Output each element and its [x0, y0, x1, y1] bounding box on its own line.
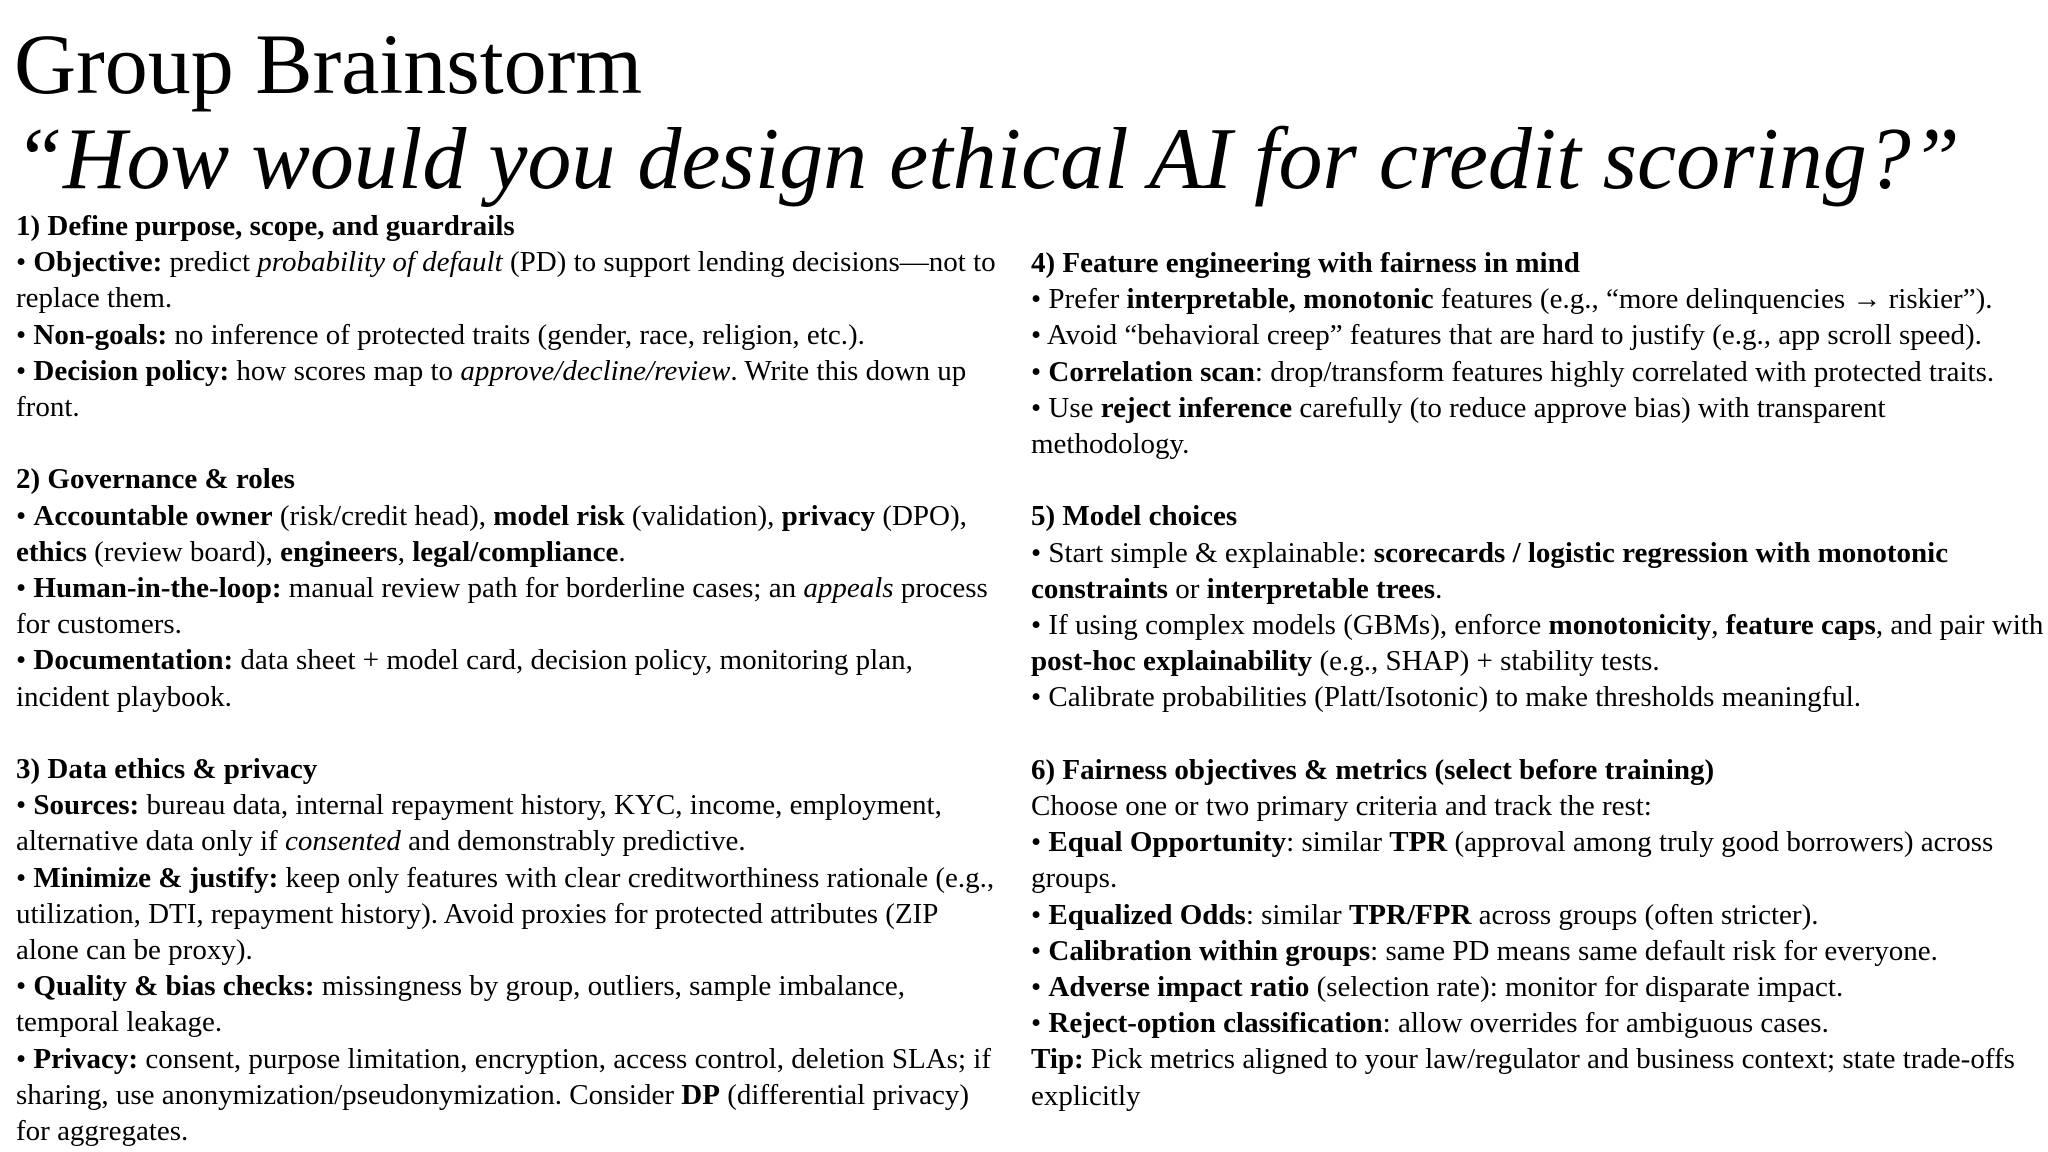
bullet-label: Equalized Odds [1048, 898, 1246, 931]
bullet-marker: • [1031, 898, 1049, 931]
bullet-equal-opportunity [1031, 824, 2046, 896]
section-heading: 2) Governance & roles [16, 463, 295, 496]
bullet-text: : similar [1245, 898, 1349, 931]
bullet-label: Calibration within groups [1048, 934, 1371, 967]
bullet-text: : allow overrides for ambiguous cases. [1382, 1007, 1829, 1040]
tip-note [1031, 1041, 2046, 1113]
bullet-quality-bias [16, 968, 1006, 1040]
bullet-text: . [1435, 572, 1443, 605]
bullet-label: Objective: [33, 246, 163, 279]
bullet-avoid-creep [1031, 317, 2046, 353]
bullet-text: manual review path for borderline cases; an [281, 572, 804, 605]
bold-term: model risk [493, 499, 625, 532]
bullet-calibrate [1031, 679, 2046, 715]
section-heading: 4) Feature engineering with fairness in mind [1031, 247, 1580, 279]
bullet-adverse-impact [1031, 969, 2046, 1005]
bullet-text: : similar [1286, 826, 1390, 859]
bullet-text: features (e.g., “more delinquencies → riskier”). [1433, 283, 1993, 316]
bullet-text: (differential privacy) for aggregates. [16, 1078, 970, 1148]
bullet-marker: • [1031, 355, 1049, 388]
tip-label: Tip: [1031, 1043, 1084, 1076]
bullet-label: Minimize & justify: [33, 861, 279, 894]
bullet-marker: • [1031, 934, 1049, 967]
bullet-text: Start simple & explainable: [1048, 536, 1374, 569]
bullet-calibration-groups [1031, 933, 2046, 969]
bullet-minimize-justify [16, 860, 1006, 969]
bullet-text: (risk/credit head), [272, 499, 494, 532]
slide-title: Group Brainstorm [14, 16, 643, 112]
bold-term: post-hoc explainability [1031, 645, 1313, 678]
bullet-text: Use [1048, 391, 1101, 424]
bullet-start-simple [1031, 535, 2046, 607]
bold-term: feature caps [1725, 609, 1876, 642]
bullet-marker: • [1031, 283, 1049, 316]
bullet-marker: • [16, 644, 34, 677]
bullet-text: (e.g., SHAP) + stability tests. [1312, 645, 1660, 678]
left-column [16, 208, 1006, 1149]
bullet-text: : drop/transform features highly correlated with protected traits. [1254, 355, 1995, 388]
bullet-marker: • [1031, 319, 1047, 352]
bullet-non-goals [16, 317, 1006, 353]
bullet-label: Adverse impact ratio [1048, 971, 1310, 1004]
bullet-text: predict [162, 246, 258, 279]
bullet-marker: • [16, 970, 34, 1003]
bullet-label: Privacy: [33, 1042, 139, 1075]
bullet-text: : same PD means same default risk for everyone. [1370, 934, 1938, 967]
bullet-text: keep only features with clear creditworthiness rationale (e.g., utilization, DTI, repayment history). Avoid proxies for protected attributes (ZIP alone can be proxy). [16, 861, 995, 967]
bullet-marker: • [1031, 536, 1049, 569]
bold-term: engineers [280, 535, 398, 568]
bullet-marker: • [16, 789, 34, 822]
bullet-label: Human-in-the-loop: [33, 572, 282, 605]
bullet-label: Equal Opportunity [1048, 826, 1287, 859]
bullet-label: Decision policy: [33, 354, 230, 387]
section-intro: Choose one or two primary criteria and track the rest: [1031, 790, 1652, 823]
section-data-ethics [16, 751, 1006, 1149]
bullet-documentation [16, 642, 1006, 714]
bold-term: privacy [781, 499, 876, 532]
bullet-text: no inference of protected traits (gender, race, religion, etc.). [167, 318, 865, 351]
bullet-marker: • [1031, 1007, 1049, 1040]
bullet-text: (selection rate): monitor for disparate impact. [1309, 971, 1844, 1004]
section-fairness-metrics [1031, 752, 2046, 1114]
bold-term: TPR/FPR [1348, 898, 1472, 931]
section-heading: 6) Fairness objectives & metrics (select before training) [1031, 753, 1715, 786]
bullet-text: bureau data, internal repayment history, KYC, income, employment, alternative data only if [16, 789, 942, 858]
bullet-label: Documentation: [33, 644, 234, 677]
bullet-text: carefully (to reduce approve bias) with transparent methodology. [1031, 391, 1886, 461]
section-purpose-scope [16, 208, 1006, 425]
bullet-text: . [618, 535, 626, 568]
bullet-text: Avoid “behavioral creep” features that are hard to justify (e.g., app scroll speed). [1046, 319, 1982, 352]
bullet-correlation-scan [1031, 354, 2046, 390]
bullet-text: consent, purpose limitation, encryption, access control, deletion SLAs; if sharing, use anonymization/pseudonymization. Consider [16, 1042, 991, 1111]
section-heading: 3) Data ethics & privacy [16, 753, 318, 786]
bullet-label: Quality & bias checks: [33, 970, 315, 1003]
bullet-marker: • [16, 499, 34, 532]
bold-term: TPR [1389, 826, 1448, 859]
bullet-marker: • [16, 861, 34, 894]
bullet-text: missingness by group, outliers, sample imbalance, temporal leakage. [16, 970, 905, 1039]
section-feature-engineering [1031, 245, 2046, 462]
bullet-text: If using complex models (GBMs), enforce [1048, 609, 1549, 642]
bold-term: legal/compliance [412, 535, 619, 568]
right-column [1031, 245, 2046, 1114]
bullet-reject-inference [1031, 390, 2046, 462]
bullet-marker: • [16, 1042, 34, 1075]
bullet-text: Prefer [1048, 283, 1127, 316]
section-heading: 1) Define purpose, scope, and guardrails [16, 210, 515, 242]
bold-term: interpretable trees [1206, 572, 1436, 605]
bullet-equalized-odds [1031, 897, 2046, 933]
bullet-text: data sheet + model card, decision policy, monitoring plan, incident playbook. [16, 644, 913, 713]
bullet-marker: • [1031, 681, 1049, 714]
bullet-text: or [1167, 572, 1207, 605]
bullet-text: how scores map to [229, 354, 461, 387]
bullet-text: , [397, 535, 413, 568]
bullet-text: (DPO), [875, 499, 967, 532]
bullet-human-in-the-loop [16, 570, 1006, 642]
bullet-text: , [1711, 609, 1726, 642]
bullet-marker: • [16, 318, 34, 351]
bullet-marker: • [16, 246, 34, 279]
bullet-label: Sources: [33, 789, 140, 822]
bullet-prefer-interpretable [1031, 281, 2046, 317]
bullet-text: across groups (often stricter). [1471, 898, 1819, 931]
bullet-text: Calibrate probabilities (Platt/Isotonic) to make thresholds meaningful. [1048, 681, 1862, 714]
bullet-marker: • [1031, 391, 1049, 424]
bullet-decision-policy [16, 353, 1006, 425]
bullet-marker: • [1031, 971, 1049, 1004]
bullet-text: (approval among truly good borrowers) across groups. [1031, 826, 1994, 895]
bullet-text: (review board), [86, 535, 281, 568]
bullet-text: (validation), [624, 499, 782, 532]
bold-term: ethics [16, 535, 87, 568]
section-governance [16, 461, 1006, 714]
slide-subtitle: “How would you design ethical AI for credit scoring?” [14, 111, 1960, 208]
bold-term: DP [681, 1078, 720, 1111]
bullet-text: , and pair with [1875, 609, 2044, 642]
bullet-text: process for customers. [16, 572, 988, 641]
bullet-marker: • [1031, 826, 1049, 859]
bullet-text: . Write this down up front. [16, 354, 967, 424]
section-model-choices [1031, 498, 2046, 715]
bullet-text: and demonstrably predictive. [400, 825, 746, 858]
emphasis-text: appeals [803, 572, 894, 605]
emphasis-text: approve/decline/review [460, 354, 731, 387]
bullet-label: Correlation scan [1048, 355, 1255, 388]
bullet-reject-option [1031, 1005, 2046, 1041]
bullet-label: Accountable owner [33, 499, 273, 532]
bullet-complex-models [1031, 607, 2046, 679]
bullet-marker: • [16, 354, 34, 387]
emphasis-text: probability of default [257, 246, 503, 279]
bold-term: reject inference [1100, 391, 1293, 424]
tip-text: Pick metrics aligned to your law/regulator and business context; state trade-offs explicitly [1031, 1043, 2015, 1112]
bullet-label: Reject-option classification [1048, 1007, 1383, 1040]
bold-term: interpretable, monotonic [1126, 283, 1434, 316]
emphasis-text: consented [284, 825, 401, 858]
bullet-marker: • [16, 572, 34, 605]
bullet-privacy [16, 1041, 1006, 1150]
bullet-accountable-owner [16, 498, 1006, 570]
bullet-label: Non-goals: [33, 318, 168, 351]
bullet-text: (PD) to support lending decisions—not to replace them. [16, 246, 996, 315]
bold-term: scorecards / logistic regression with monotonic constraints [1031, 536, 1949, 605]
bullet-sources [16, 787, 1006, 859]
bullet-objective [16, 244, 1006, 316]
bold-term: monotonicity [1548, 609, 1712, 642]
section-heading: 5) Model choices [1031, 500, 1238, 533]
bullet-marker: • [1031, 609, 1049, 642]
